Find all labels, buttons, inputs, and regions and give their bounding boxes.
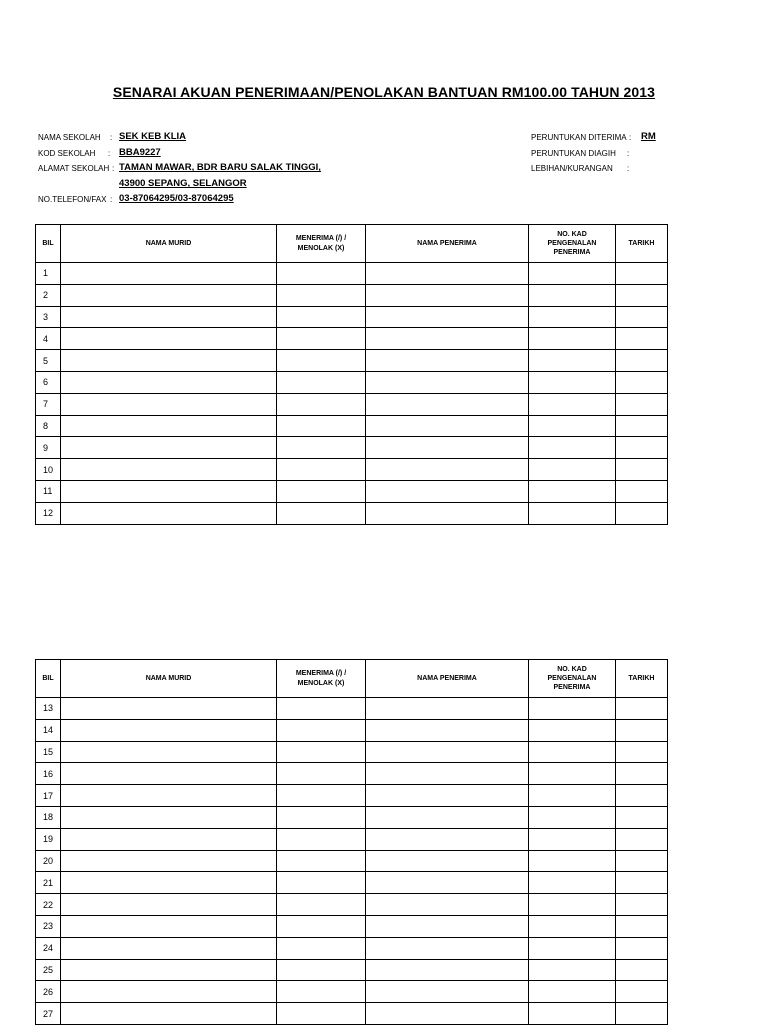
col-header-no-kad-line2: PENGENALAN [547,674,597,682]
telefon-label: NO.TELEFON/FAX [38,195,107,204]
no-kad-cell[interactable] [529,850,616,872]
col-header-tarikh: TARIKH [616,660,668,698]
menerima-cell[interactable] [277,981,366,1003]
table-row [36,894,668,916]
tarikh-cell[interactable] [616,915,668,937]
nama-murid-cell[interactable] [61,698,277,720]
nama-murid-cell[interactable] [61,915,277,937]
nama-penerima-cell[interactable] [366,480,529,502]
bil-cell: 22 [36,894,61,916]
bil-cell: 26 [36,981,61,1003]
menerima-cell[interactable] [277,1003,366,1025]
kod-sekolah-sep: : [108,149,111,158]
table-row [36,981,668,1003]
nama-murid-cell[interactable] [61,959,277,981]
menerima-cell[interactable] [277,393,366,415]
col-header-no-kad-line3: PENERIMA [553,249,591,257]
table-row [36,306,668,328]
col-header-menerima-line2: MENOLAK (X) [297,679,345,687]
table-row [36,915,668,937]
bil-cell: 9 [36,437,61,459]
table-row [36,741,668,763]
nama-penerima-cell[interactable] [366,828,529,850]
nama-penerima-cell[interactable] [366,872,529,894]
no-kad-cell[interactable] [529,915,616,937]
table-row [36,284,668,306]
tarikh-cell[interactable] [616,741,668,763]
no-kad-cell[interactable] [529,415,616,437]
menerima-cell[interactable] [277,785,366,807]
nama-sekolah-label: NAMA SEKOLAH [38,133,101,142]
menerima-cell[interactable] [277,459,366,481]
menerima-cell[interactable] [277,915,366,937]
nama-sekolah-sep: : [110,133,113,142]
document-title: SENARAI AKUAN PENERIMAAN/PENOLAKAN BANTUAN RM100.00 TAHUN 2013 [112,84,656,100]
table-row [36,1003,668,1025]
tarikh-cell[interactable] [616,284,668,306]
nama-murid-cell[interactable] [61,719,277,741]
menerima-cell[interactable] [277,698,366,720]
nama-murid-cell[interactable] [61,328,277,350]
nama-penerima-cell[interactable] [366,894,529,916]
peruntukan-diterima-sep: : [629,133,632,142]
no-kad-cell[interactable] [529,306,616,328]
bil-cell: 3 [36,306,61,328]
nama-penerima-cell[interactable] [366,328,529,350]
menerima-cell[interactable] [277,850,366,872]
col-header-no-kad-line1: NO. KAD [557,230,587,238]
telefon-sep: : [110,195,113,204]
bil-cell: 14 [36,719,61,741]
nama-murid-cell[interactable] [61,741,277,763]
nama-penerima-cell[interactable] [366,937,529,959]
bil-cell: 23 [36,915,61,937]
kod-sekolah-value: BBA9227 [119,147,161,158]
table-header-row [36,660,668,698]
nama-penerima-cell[interactable] [366,350,529,372]
nama-penerima-cell[interactable] [366,263,529,285]
tarikh-cell[interactable] [616,437,668,459]
tarikh-cell[interactable] [616,894,668,916]
tarikh-cell[interactable] [616,763,668,785]
table-row [36,719,668,741]
table-row [36,328,668,350]
bil-cell: 25 [36,959,61,981]
tarikh-cell[interactable] [616,981,668,1003]
nama-penerima-cell[interactable] [366,459,529,481]
no-kad-cell[interactable] [529,806,616,828]
menerima-cell[interactable] [277,806,366,828]
bil-cell: 20 [36,850,61,872]
no-kad-cell[interactable] [529,785,616,807]
menerima-cell[interactable] [277,741,366,763]
peruntukan-diagih-sep: : [627,149,630,158]
table-row [36,415,668,437]
menerima-cell[interactable] [277,763,366,785]
no-kad-cell[interactable] [529,480,616,502]
nama-penerima-cell[interactable] [366,763,529,785]
col-header-no-kad [529,225,616,263]
nama-penerima-cell[interactable] [366,719,529,741]
bil-cell: 27 [36,1003,61,1025]
menerima-cell[interactable] [277,371,366,393]
nama-penerima-cell[interactable] [366,806,529,828]
alamat-sekolah-sep: : [112,164,115,173]
nama-murid-cell[interactable] [61,828,277,850]
tarikh-cell[interactable] [616,872,668,894]
col-header-nama-murid: NAMA MURID [61,660,277,698]
bil-cell: 12 [36,502,61,524]
tarikh-cell[interactable] [616,480,668,502]
table-row [36,872,668,894]
nama-penerima-cell[interactable] [366,785,529,807]
col-header-nama-penerima: NAMA PENERIMA [366,660,529,698]
no-kad-cell[interactable] [529,350,616,372]
no-kad-cell[interactable] [529,502,616,524]
nama-murid-cell[interactable] [61,850,277,872]
bil-cell: 17 [36,785,61,807]
col-header-no-kad-line3: PENERIMA [553,684,591,692]
menerima-cell[interactable] [277,894,366,916]
menerima-cell[interactable] [277,350,366,372]
nama-penerima-cell[interactable] [366,1003,529,1025]
menerima-cell[interactable] [277,872,366,894]
bil-cell: 18 [36,806,61,828]
col-header-menerima-line2: MENOLAK (X) [297,244,345,252]
peruntukan-diterima-label: PERUNTUKAN DITERIMA [531,133,627,142]
nama-sekolah-value: SEK KEB KLIA [119,131,187,142]
table-row [36,785,668,807]
col-header-no-kad [529,660,616,698]
col-header-no-kad-line2: PENGENALAN [547,239,597,247]
no-kad-cell[interactable] [529,894,616,916]
nama-murid-cell[interactable] [61,937,277,959]
nama-penerima-cell[interactable] [366,850,529,872]
no-kad-cell[interactable] [529,328,616,350]
no-kad-cell[interactable] [529,284,616,306]
tarikh-cell[interactable] [616,306,668,328]
menerima-cell[interactable] [277,415,366,437]
no-kad-cell[interactable] [529,959,616,981]
bil-cell: 13 [36,698,61,720]
bil-cell: 2 [36,284,61,306]
table-row [36,806,668,828]
recipient-table-1 [35,224,668,525]
nama-penerima-cell[interactable] [366,306,529,328]
nama-murid-cell[interactable] [61,872,277,894]
no-kad-cell[interactable] [529,981,616,1003]
alamat-line1: TAMAN MAWAR, BDR BARU SALAK TINGGI, [119,162,321,173]
nama-murid-cell[interactable] [61,981,277,1003]
col-header-menerima-line1: MENERIMA (/) / [295,670,347,678]
no-kad-cell[interactable] [529,263,616,285]
no-kad-cell[interactable] [529,393,616,415]
no-kad-cell[interactable] [529,719,616,741]
bil-cell: 4 [36,328,61,350]
nama-murid-cell[interactable] [61,350,277,372]
col-header-tarikh: TARIKH [616,225,668,263]
alamat-line2: 43900 SEPANG, SELANGOR [119,178,247,189]
nama-penerima-cell[interactable] [366,741,529,763]
recipient-table-2 [35,659,668,1025]
nama-murid-cell[interactable] [61,371,277,393]
tarikh-cell[interactable] [616,806,668,828]
nama-murid-cell[interactable] [61,306,277,328]
nama-murid-cell[interactable] [61,263,277,285]
tarikh-cell[interactable] [616,937,668,959]
tarikh-cell[interactable] [616,350,668,372]
nama-penerima-cell[interactable] [366,393,529,415]
nama-murid-cell[interactable] [61,459,277,481]
table-row [36,850,668,872]
tarikh-cell[interactable] [616,785,668,807]
nama-penerima-cell[interactable] [366,371,529,393]
bil-cell: 11 [36,480,61,502]
nama-penerima-cell[interactable] [366,502,529,524]
tarikh-cell[interactable] [616,719,668,741]
nama-penerima-cell[interactable] [366,959,529,981]
no-kad-cell[interactable] [529,937,616,959]
peruntukan-diterima-value: RM [641,131,656,142]
tarikh-cell[interactable] [616,328,668,350]
table-row [36,937,668,959]
nama-murid-cell[interactable] [61,284,277,306]
bil-cell: 21 [36,872,61,894]
tarikh-cell[interactable] [616,263,668,285]
tarikh-cell[interactable] [616,1003,668,1025]
tarikh-cell[interactable] [616,371,668,393]
lebihan-label: LEBIHAN/KURANGAN [531,164,613,173]
nama-murid-cell[interactable] [61,1003,277,1025]
nama-penerima-cell[interactable] [366,284,529,306]
bil-cell: 5 [36,350,61,372]
col-header-no-kad-line1: NO. KAD [557,665,587,673]
no-kad-cell[interactable] [529,437,616,459]
tarikh-cell[interactable] [616,850,668,872]
menerima-cell[interactable] [277,828,366,850]
menerima-cell[interactable] [277,937,366,959]
no-kad-cell[interactable] [529,763,616,785]
nama-murid-cell[interactable] [61,437,277,459]
bil-cell: 24 [36,937,61,959]
table-row [36,480,668,502]
bil-cell: 8 [36,415,61,437]
col-header-bil: BIL [36,660,61,698]
no-kad-cell[interactable] [529,828,616,850]
nama-murid-cell[interactable] [61,806,277,828]
menerima-cell[interactable] [277,328,366,350]
nama-murid-cell[interactable] [61,763,277,785]
nama-murid-cell[interactable] [61,480,277,502]
bil-cell: 15 [36,741,61,763]
menerima-cell[interactable] [277,719,366,741]
bil-cell: 19 [36,828,61,850]
menerima-cell[interactable] [277,263,366,285]
col-header-menerima [277,225,366,263]
no-kad-cell[interactable] [529,698,616,720]
nama-penerima-cell[interactable] [366,915,529,937]
nama-murid-cell[interactable] [61,502,277,524]
col-header-nama-murid: NAMA MURID [61,225,277,263]
lebihan-sep: : [627,164,630,173]
table-row [36,371,668,393]
telefon-value: 03-87064295/03-87064295 [119,193,234,204]
tarikh-cell[interactable] [616,393,668,415]
table-row [36,763,668,785]
menerima-cell[interactable] [277,502,366,524]
col-header-menerima [277,660,366,698]
nama-murid-cell[interactable] [61,785,277,807]
no-kad-cell[interactable] [529,459,616,481]
bil-cell: 7 [36,393,61,415]
menerima-cell[interactable] [277,959,366,981]
no-kad-cell[interactable] [529,1003,616,1025]
col-header-menerima-line1: MENERIMA (/) / [295,235,347,243]
menerima-cell[interactable] [277,284,366,306]
no-kad-cell[interactable] [529,741,616,763]
table-row [36,393,668,415]
bil-cell: 16 [36,763,61,785]
table-row [36,502,668,524]
nama-murid-cell[interactable] [61,393,277,415]
col-header-bil: BIL [36,225,61,263]
bil-cell: 10 [36,459,61,481]
tarikh-cell[interactable] [616,459,668,481]
table-row [36,959,668,981]
nama-murid-cell[interactable] [61,415,277,437]
no-kad-cell[interactable] [529,872,616,894]
tarikh-cell[interactable] [616,502,668,524]
table-row [36,698,668,720]
table-row [36,459,668,481]
bil-cell: 1 [36,263,61,285]
nama-murid-cell[interactable] [61,894,277,916]
nama-penerima-cell[interactable] [366,437,529,459]
no-kad-cell[interactable] [529,371,616,393]
menerima-cell[interactable] [277,437,366,459]
table-header-row [36,225,668,263]
tarikh-cell[interactable] [616,415,668,437]
tarikh-cell[interactable] [616,959,668,981]
nama-penerima-cell[interactable] [366,981,529,1003]
tarikh-cell[interactable] [616,698,668,720]
alamat-sekolah-label: ALAMAT SEKOLAH [38,164,110,173]
peruntukan-diagih-label: PERUNTUKAN DIAGIH [531,149,616,158]
kod-sekolah-label: KOD SEKOLAH [38,149,96,158]
tarikh-cell[interactable] [616,828,668,850]
menerima-cell[interactable] [277,480,366,502]
col-header-nama-penerima: NAMA PENERIMA [366,225,529,263]
nama-penerima-cell[interactable] [366,415,529,437]
table-row [36,828,668,850]
menerima-cell[interactable] [277,306,366,328]
table-row [36,263,668,285]
nama-penerima-cell[interactable] [366,698,529,720]
table-row [36,437,668,459]
bil-cell: 6 [36,371,61,393]
table-row [36,350,668,372]
